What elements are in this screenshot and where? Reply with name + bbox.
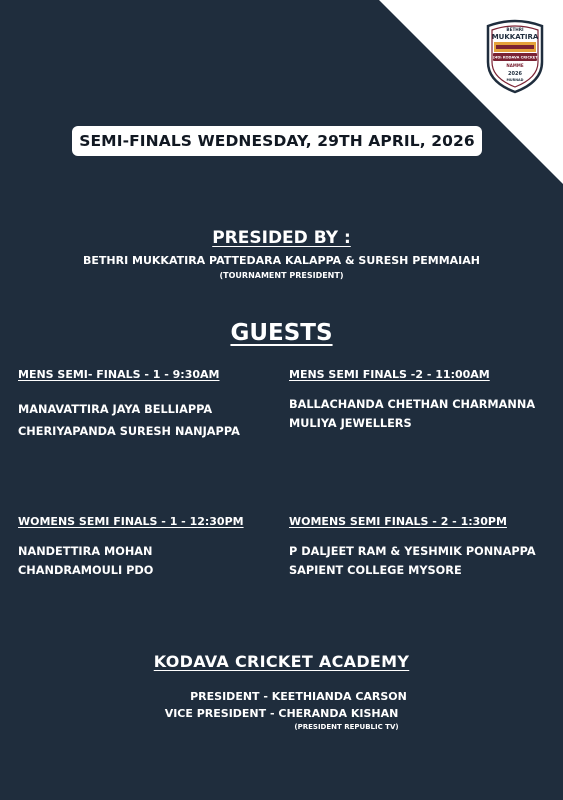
logo-text-mukkatira: MUKKATIRA	[491, 33, 539, 41]
guest-name: BALLACHANDA CHETHAN CHARMANNA	[289, 398, 536, 411]
guests-title: GUESTS	[230, 320, 333, 346]
logo-text-tournament: 24th KODAVA CRICKET	[492, 55, 538, 60]
guest-name: P DALJEET RAM & YESHMIK PONNAPPA	[289, 545, 536, 558]
guest-block-mens-sf1	[18, 368, 240, 443]
presided-names: BETHRI MUKKATIRA PATTEDARA KALAPPA & SURESH PEMMAIAH	[83, 254, 480, 267]
guest-block-heading: WOMENS SEMI FINALS - 1 - 12:30PM	[18, 515, 244, 528]
logo-text-namme: NAMME	[506, 63, 524, 68]
guest-block-heading: MENS SEMI- FINALS - 1 - 9:30AM	[18, 368, 220, 381]
guest-block-mens-sf2	[289, 368, 535, 433]
guest-block-heading: MENS SEMI FINALS -2 - 11:00AM	[289, 368, 490, 381]
academy-president: PRESIDENT - KEETHIANDA CARSON	[190, 690, 407, 703]
logo-text-year: 2026	[508, 71, 522, 77]
guest-names	[18, 542, 244, 580]
guest-name: CHANDRAMOULI PDO	[18, 564, 154, 577]
academy-title: KODAVA CRICKET ACADEMY	[153, 652, 410, 671]
guest-block-womens-sf1	[18, 515, 244, 580]
guest-block-womens-sf2	[289, 515, 536, 580]
guest-names	[289, 395, 535, 433]
presided-role: (TOURNAMENT PRESIDENT)	[219, 271, 344, 280]
guest-name: MULIYA JEWELLERS	[289, 417, 412, 430]
date-banner: SEMI-FINALS WEDNESDAY, 29TH APRIL, 2026	[72, 126, 482, 156]
academy-vice-president: VICE PRESIDENT - CHERANDA KISHAN	[164, 707, 399, 720]
academy-officers	[0, 688, 563, 732]
logo-text-place: MURNAD	[506, 78, 524, 82]
guest-names	[18, 399, 240, 443]
guest-name: NANDETTIRA MOHAN	[18, 545, 153, 558]
tournament-logo	[482, 18, 548, 94]
guest-name: MANAVATTIRA JAYA BELLIAPPA	[18, 403, 213, 416]
guest-names	[289, 542, 536, 580]
guest-name: CHERIYAPANDA SURESH NANJAPPA	[18, 425, 240, 438]
guest-block-heading: WOMENS SEMI FINALS - 2 - 1:30PM	[289, 515, 507, 528]
logo-text-bethri: BETHRI	[506, 27, 524, 32]
presided-title: PRESIDED BY :	[212, 228, 351, 248]
academy-vice-president-note: (PRESIDENT REPUBLIC TV)	[294, 723, 399, 731]
guest-name: SAPIENT COLLEGE MYSORE	[289, 564, 462, 577]
